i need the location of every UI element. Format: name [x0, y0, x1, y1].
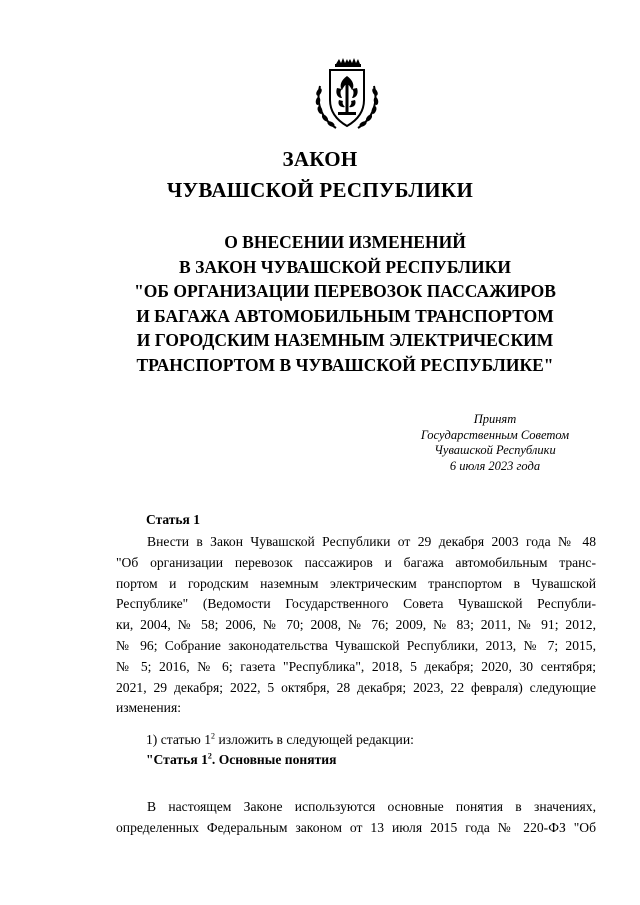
- body-line: Республике" (Ведомости Государственного Совета Чувашской Республи-: [116, 596, 596, 612]
- adoption-line: Принят: [473, 412, 517, 426]
- subtitle-line: В ЗАКОН ЧУВАШСКОЙ РЕСПУБЛИКИ: [179, 256, 511, 277]
- law-title: ЗАКОН: [282, 147, 358, 171]
- subtitle-line: О ВНЕСЕНИИ ИЗМЕНЕНИЙ: [224, 232, 466, 252]
- adoption-date: 6 июля 2023 года: [449, 458, 541, 473]
- body-line: ки, 2004, № 58; 2006, № 70; 2008, № 76; 2009, № 83; 2011, № 91; 2012,: [116, 617, 596, 633]
- section-superscript: 2: [207, 751, 212, 761]
- body-line: В настоящем Законе используются основные понятия в значениях,: [147, 799, 596, 814]
- section-title: [146, 752, 336, 768]
- article-body: [116, 532, 596, 719]
- item-superscript: 2: [211, 731, 216, 741]
- adoption-note: [390, 412, 600, 474]
- subtitle-line: "ОБ ОРГАНИЗАЦИИ ПЕРЕВОЗОК ПАССАЖИРОВ: [134, 281, 556, 301]
- body-line: изменения:: [116, 700, 181, 716]
- amendment-item: [146, 732, 414, 748]
- subtitle-line: И БАГАЖА АВТОМОБИЛЬНЫМ ТРАНСПОРТОМ: [136, 305, 554, 326]
- body-line: определенных Федеральным законом от 13 июля 2015 года № 220-ФЗ "Об: [116, 820, 596, 835]
- section-title-suffix: . Основные понятия: [211, 752, 337, 767]
- body-line: Внести в Закон Чувашской Республики от 29 декабря 2003 года № 48: [147, 534, 596, 549]
- item-text: 1) статью 1: [146, 732, 212, 747]
- adoption-line: Чувашской Республики: [434, 443, 556, 457]
- item-text-suffix: изложить в следующей редакции:: [215, 732, 414, 747]
- subtitle-line: ТРАНСПОРТОМ В ЧУВАШСКОЙ РЕСПУБЛИКЕ": [136, 354, 554, 375]
- section-title-prefix: "Статья 1: [146, 752, 208, 767]
- article-heading: Статья 1: [146, 512, 200, 527]
- body-line: № 5; 2016, № 6; газета "Республика", 2018, 5 декабря; 2020, 30 сентября;: [116, 658, 596, 674]
- coat-of-arms-emblem: [306, 56, 388, 138]
- body-line: портом и городским наземным электрическим транспортом в Чувашской: [116, 575, 596, 591]
- law-republic-name: ЧУВАШСКОЙ РЕСПУБЛИКИ: [166, 178, 474, 202]
- body-line: "Об организации перевозок пассажиров и багажа автомобильным транс-: [116, 554, 596, 570]
- law-subtitle: [100, 230, 590, 377]
- body-line: № 96; Собрание законодательства Чувашской Республики, 2013, № 7; 2015,: [116, 637, 596, 653]
- body-line: 2021, 29 декабря; 2022, 5 октября, 28 декабря; 2023, 22 февраля) следующие: [116, 679, 596, 695]
- definitions-paragraph: [116, 796, 596, 838]
- adoption-line: Государственным Советом: [420, 427, 570, 442]
- subtitle-line: И ГОРОДСКИМ НАЗЕМНЫМ ЭЛЕКТРИЧЕСКИМ: [136, 330, 554, 350]
